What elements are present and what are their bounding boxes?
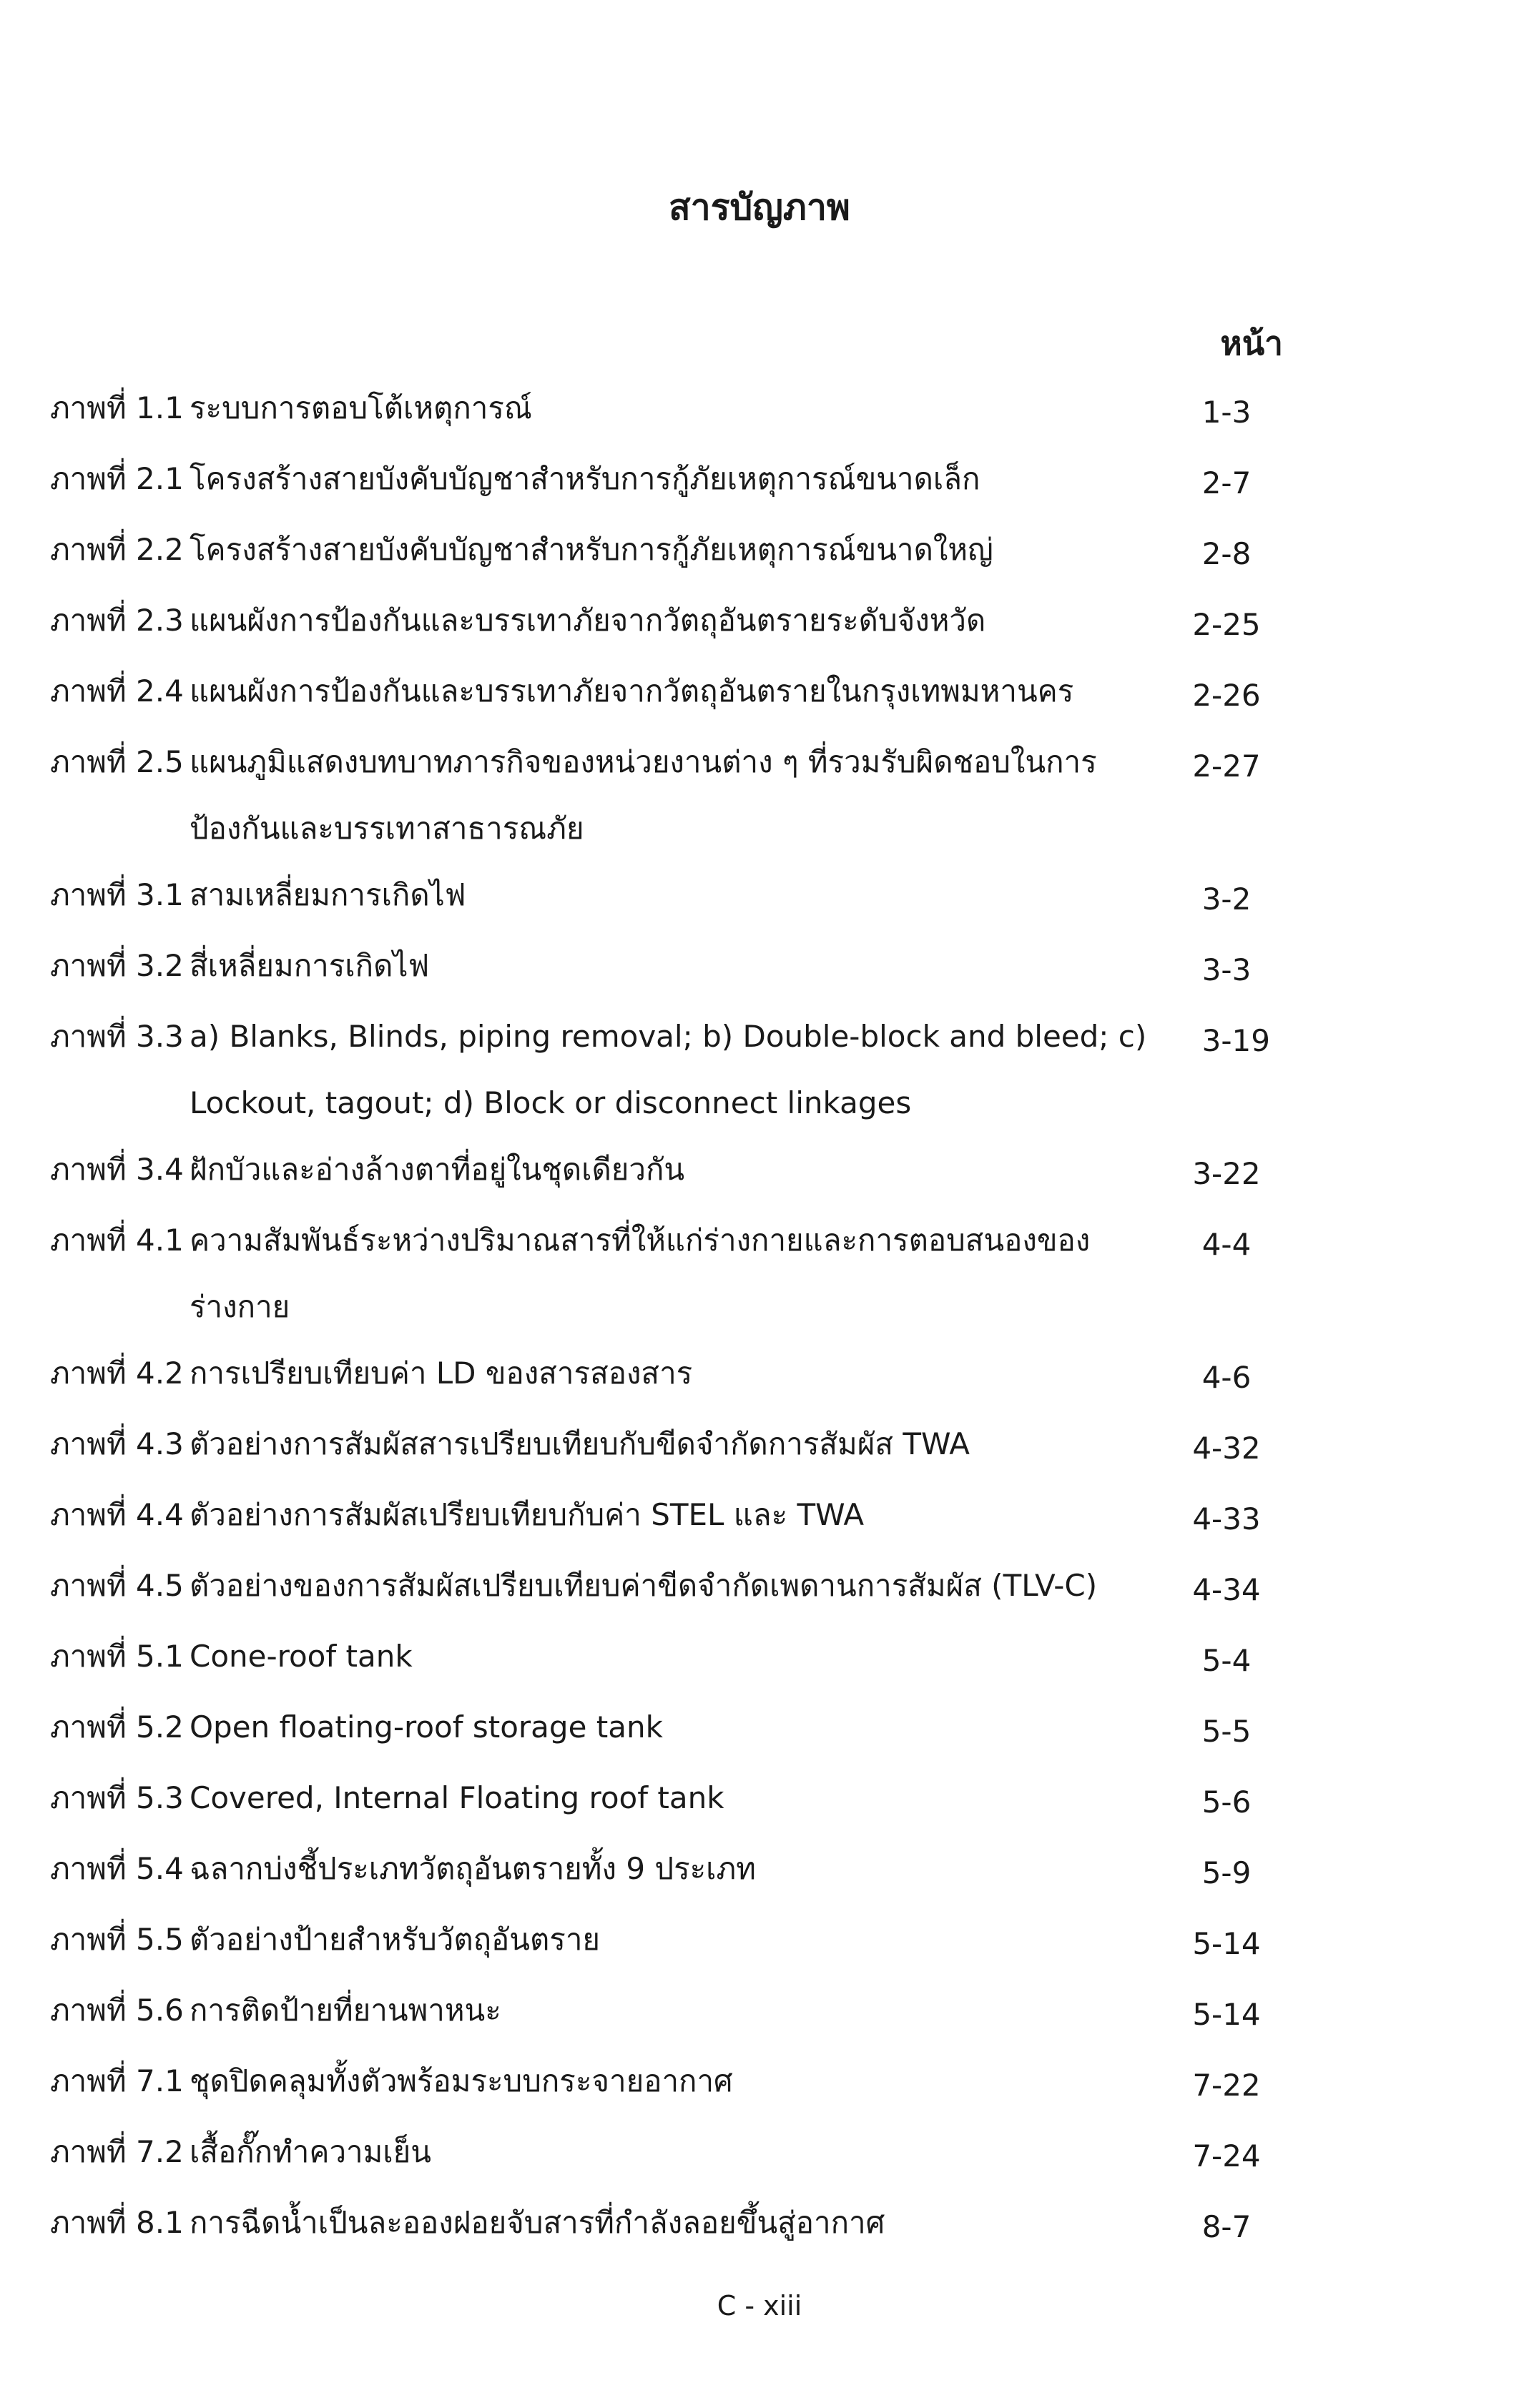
figure-label: ภาพที่ 5.5 bbox=[50, 1922, 184, 1957]
figure-title-line: การติดป้ายที่ยานพาหนะ bbox=[190, 1993, 501, 2028]
figure-page-number: 2-26 bbox=[1192, 678, 1261, 713]
figure-page-number: 2-7 bbox=[1201, 465, 1252, 500]
figure-title-line: ฉลากบ่งชี้ประเภทวัตถุอันตรายทั้ง 9 ประเภท bbox=[190, 1851, 756, 1886]
figure-page-number: 5-9 bbox=[1201, 1855, 1252, 1890]
figure-entry bbox=[50, 1702, 1287, 1757]
figure-title bbox=[190, 2197, 1166, 2248]
figure-page-number: 2-8 bbox=[1201, 536, 1252, 571]
figure-title bbox=[190, 1418, 1166, 1469]
figure-entry bbox=[50, 2126, 1287, 2181]
figure-label: ภาพที่ 4.4 bbox=[50, 1497, 184, 1532]
figure-title bbox=[190, 736, 1166, 854]
figure-entry bbox=[50, 453, 1287, 508]
figure-label: ภาพที่ 2.2 bbox=[50, 532, 184, 567]
figure-entry bbox=[50, 1560, 1287, 1615]
figure-title bbox=[190, 524, 1166, 575]
figure-title bbox=[190, 666, 1166, 716]
figure-label: ภาพที่ 7.1 bbox=[50, 2063, 184, 2098]
figure-title-line: แผนผังการป้องกันและบรรเทาภัยจากวัตถุอันตรายระดับจังหวัด bbox=[190, 603, 986, 638]
figure-title bbox=[190, 1914, 1166, 1965]
figure-title bbox=[190, 1144, 1166, 1195]
figure-page-number: 7-22 bbox=[1192, 2068, 1261, 2103]
figure-title bbox=[190, 1631, 1166, 1682]
figure-label: ภาพที่ 3.3 bbox=[50, 1019, 184, 1054]
figure-page-number: 4-6 bbox=[1201, 1360, 1252, 1395]
figure-title bbox=[190, 383, 1166, 433]
figure-entry bbox=[50, 595, 1287, 650]
figure-title bbox=[190, 1348, 1166, 1398]
figure-page-number: 5-6 bbox=[1201, 1785, 1252, 1820]
figure-label: ภาพที่ 5.3 bbox=[50, 1780, 184, 1815]
figure-entry bbox=[50, 940, 1287, 995]
figure-label: ภาพที่ 1.1 bbox=[50, 390, 184, 425]
figure-entry bbox=[50, 1418, 1287, 1474]
page-number-footer: C - xiii bbox=[717, 2290, 802, 2321]
figure-entry bbox=[50, 2197, 1287, 2252]
figure-page-number: 5-14 bbox=[1192, 1997, 1261, 2032]
figure-entry bbox=[50, 1772, 1287, 1827]
figure-page-number: 5-4 bbox=[1201, 1643, 1252, 1678]
figure-title-line: ตัวอย่างการสัมผัสสารเปรียบเทียบกับขีดจำกัดการสัมผัส TWA bbox=[190, 1426, 970, 1461]
figure-label: ภาพที่ 5.4 bbox=[50, 1851, 184, 1886]
figure-entry bbox=[50, 1985, 1287, 2040]
figure-title-line: a) Blanks, Blinds, piping removal; b) Double-block and bleed; c) bbox=[190, 1019, 1147, 1054]
figure-label: ภาพที่ 4.1 bbox=[50, 1223, 184, 1258]
figure-page-number: 4-33 bbox=[1192, 1501, 1261, 1536]
figure-entry bbox=[50, 666, 1287, 721]
figure-page-number: 3-2 bbox=[1201, 882, 1252, 917]
figure-title-line: แผนภูมิแสดงบทบาทภารกิจของหน่วยงานต่าง ๆ ที่รวมรับผิดชอบในการ bbox=[190, 744, 1097, 779]
figure-entry bbox=[50, 1144, 1287, 1199]
figure-label: ภาพที่ 4.5 bbox=[50, 1568, 184, 1603]
page-title: สารบัญภาพ bbox=[669, 187, 850, 228]
figure-title bbox=[190, 2056, 1166, 2106]
figure-label: ภาพที่ 5.1 bbox=[50, 1639, 184, 1674]
figure-label: ภาพที่ 4.2 bbox=[50, 1356, 184, 1391]
figure-title bbox=[190, 1985, 1166, 2036]
figure-label: ภาพที่ 3.4 bbox=[50, 1152, 184, 1187]
figure-title-line: การเปรียบเทียบค่า LD ของสารสองสาร bbox=[190, 1356, 693, 1391]
figure-title bbox=[190, 940, 1166, 991]
figure-label: ภาพที่ 5.6 bbox=[50, 1993, 184, 2028]
figure-title bbox=[190, 869, 1166, 920]
figure-title-line: ระบบการตอบโต้เหตุการณ์ bbox=[190, 390, 532, 425]
figure-title-line: การฉีดน้ำเป็นละอองฝอยจับสารที่กำลังลอยขึ้นสู่อากาศ bbox=[190, 2205, 885, 2240]
figure-title-line: โครงสร้างสายบังคับบัญชาสำหรับการกู้ภัยเหตุการณ์ขนาดเล็ก bbox=[190, 461, 980, 496]
figure-label: ภาพที่ 2.4 bbox=[50, 673, 184, 709]
figure-title bbox=[190, 595, 1166, 646]
figure-title-line: ตัวอย่างป้ายสำหรับวัตถุอันตราย bbox=[190, 1922, 601, 1957]
figure-title-line: Cone-roof tank bbox=[190, 1639, 413, 1674]
figure-page-number: 4-4 bbox=[1201, 1227, 1252, 1262]
figure-title-line: Open floating-roof storage tank bbox=[190, 1709, 663, 1745]
figure-label: ภาพที่ 3.1 bbox=[50, 877, 184, 912]
figure-page-number: 2-27 bbox=[1192, 749, 1261, 784]
figure-page-number: 5-14 bbox=[1192, 1926, 1261, 1961]
figure-list bbox=[50, 383, 1287, 2268]
figure-title-line: ชุดปิดคลุมทั้งตัวพร้อมระบบกระจายอากาศ bbox=[190, 2063, 733, 2098]
figure-label: ภาพที่ 5.2 bbox=[50, 1709, 184, 1745]
figure-title-continuation: ป้องกันและบรรเทาสาธารณภัย bbox=[190, 811, 584, 846]
figure-title bbox=[190, 1215, 1166, 1332]
figure-entry bbox=[50, 736, 1287, 854]
figure-title-line: สามเหลี่ยมการเกิดไฟ bbox=[190, 877, 466, 912]
figure-page-number: 8-7 bbox=[1201, 2209, 1252, 2244]
figure-page-number: 1-3 bbox=[1201, 395, 1252, 430]
figure-title bbox=[190, 1560, 1166, 1611]
figure-page-number: 5-5 bbox=[1201, 1714, 1252, 1749]
figure-title-line: เสื้อกั๊กทำความเย็น bbox=[190, 2134, 431, 2169]
figure-title-line: แผนผังการป้องกันและบรรเทาภัยจากวัตถุอันตรายในกรุงเทพมหานคร bbox=[190, 673, 1074, 709]
figure-label: ภาพที่ 2.1 bbox=[50, 461, 184, 496]
figure-label: ภาพที่ 7.2 bbox=[50, 2134, 184, 2169]
figure-title-line: Covered, Internal Floating roof tank bbox=[190, 1780, 724, 1815]
figure-page-number: 4-32 bbox=[1192, 1431, 1261, 1466]
figure-entry bbox=[50, 1914, 1287, 1969]
figure-title-line: สี่เหลี่ยมการเกิดไฟ bbox=[190, 948, 430, 983]
figure-page-number: 7-24 bbox=[1192, 2138, 1261, 2173]
figure-title bbox=[190, 1772, 1166, 1823]
figure-page-number: 4-34 bbox=[1192, 1572, 1261, 1607]
figure-entry bbox=[50, 1215, 1287, 1332]
figure-label: ภาพที่ 4.3 bbox=[50, 1426, 184, 1461]
figure-title bbox=[190, 453, 1166, 504]
figure-entry bbox=[50, 383, 1287, 438]
figure-entry bbox=[50, 1843, 1287, 1898]
figure-page-number: 3-22 bbox=[1192, 1156, 1261, 1191]
page-column-header: หน้า bbox=[1220, 324, 1283, 362]
figure-entry bbox=[50, 1011, 1287, 1128]
figure-page-number: 3-3 bbox=[1201, 952, 1252, 987]
figure-entry bbox=[50, 1631, 1287, 1686]
figure-entry bbox=[50, 1489, 1287, 1544]
figure-page-number: 2-25 bbox=[1192, 607, 1261, 642]
figure-page-number: 3-19 bbox=[1201, 1023, 1270, 1058]
figure-label: ภาพที่ 8.1 bbox=[50, 2205, 184, 2240]
figure-title bbox=[190, 2126, 1166, 2177]
figure-title-line: ฝักบัวและอ่างล้างตาที่อยู่ในชุดเดียวกัน bbox=[190, 1152, 685, 1187]
figure-title bbox=[190, 1702, 1166, 1752]
figure-entry bbox=[50, 869, 1287, 924]
figure-title bbox=[190, 1011, 1175, 1128]
figure-title bbox=[190, 1843, 1166, 1894]
figure-label: ภาพที่ 3.2 bbox=[50, 948, 184, 983]
figure-entry bbox=[50, 1348, 1287, 1403]
figure-title-continuation: ร่างกาย bbox=[190, 1289, 290, 1324]
figure-entry bbox=[50, 2056, 1287, 2111]
figure-title bbox=[190, 1489, 1166, 1540]
figure-entry bbox=[50, 524, 1287, 579]
figure-title-line: ตัวอย่างของการสัมผัสเปรียบเทียบค่าขีดจำกัดเพดานการสัมผัส (TLV-C) bbox=[190, 1568, 1098, 1603]
figure-label: ภาพที่ 2.5 bbox=[50, 744, 184, 779]
figure-title-line: ความสัมพันธ์ระหว่างปริมาณสารที่ให้แก่ร่างกายและการตอบสนองของ bbox=[190, 1223, 1091, 1258]
figure-label: ภาพที่ 2.3 bbox=[50, 603, 184, 638]
figure-title-continuation: Lockout, tagout; d) Block or disconnect linkages bbox=[190, 1085, 912, 1120]
figure-title-line: ตัวอย่างการสัมผัสเปรียบเทียบกับค่า STEL และ TWA bbox=[190, 1497, 865, 1532]
figure-title-line: โครงสร้างสายบังคับบัญชาสำหรับการกู้ภัยเหตุการณ์ขนาดใหญ่ bbox=[190, 532, 993, 567]
